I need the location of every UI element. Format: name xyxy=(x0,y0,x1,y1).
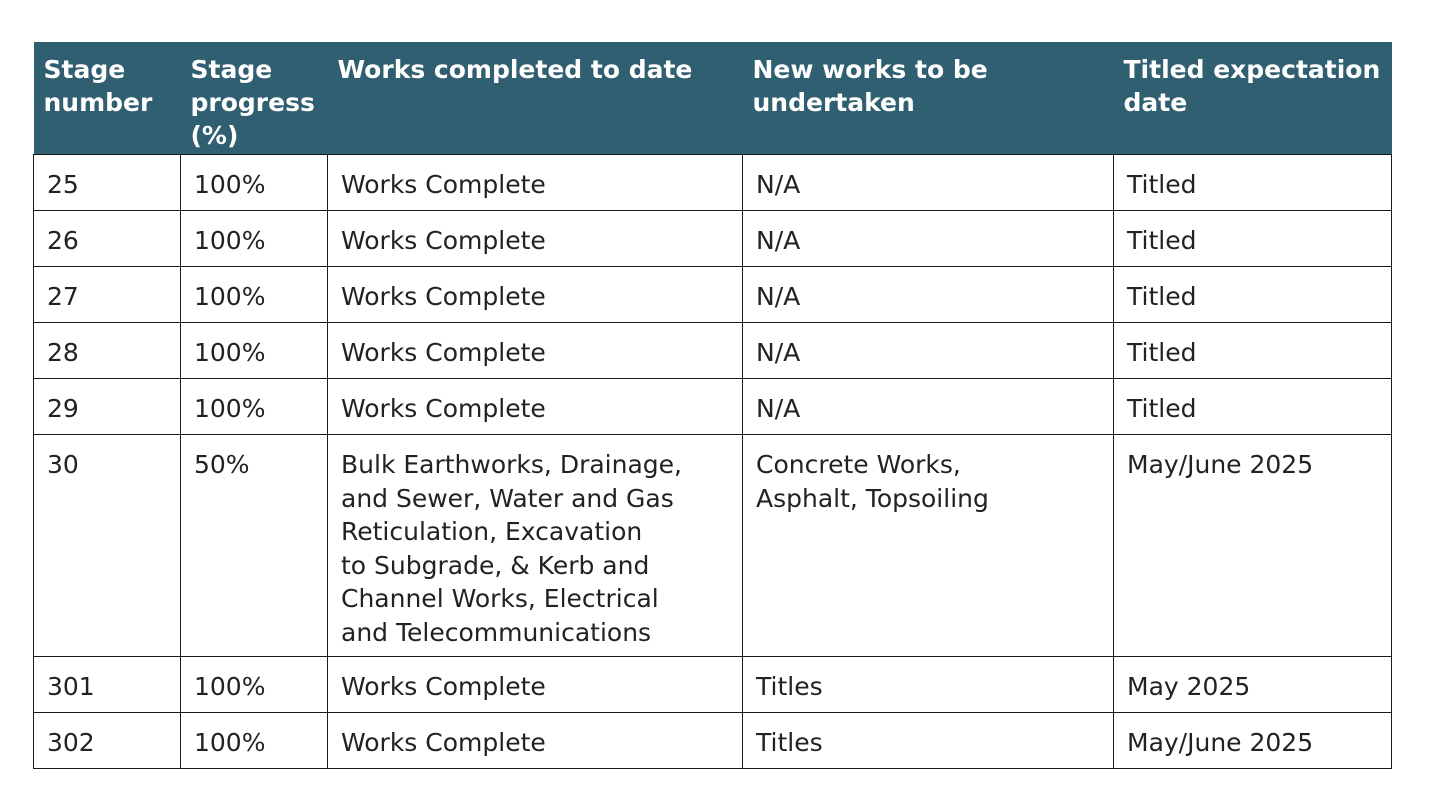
cell-new-works: N/A xyxy=(743,211,1114,267)
table-row xyxy=(34,379,1392,435)
table-body xyxy=(34,155,1392,769)
cell-titled-date: Titled xyxy=(1114,155,1392,211)
cell-titled-date: May/June 2025 xyxy=(1114,435,1392,657)
cell-new-works: Titles xyxy=(743,657,1114,713)
table-row xyxy=(34,323,1392,379)
table-row xyxy=(34,435,1392,657)
cell-stage-progress: 100% xyxy=(181,155,328,211)
cell-stage-progress: 100% xyxy=(181,323,328,379)
cell-new-works: N/A xyxy=(743,155,1114,211)
cell-titled-date: Titled xyxy=(1114,323,1392,379)
cell-stage-progress: 100% xyxy=(181,211,328,267)
cell-works-completed: Works Complete xyxy=(328,713,743,769)
cell-new-works: N/A xyxy=(743,379,1114,435)
cell-stage-number: 26 xyxy=(34,211,181,267)
table-row xyxy=(34,713,1392,769)
cell-works-completed: Works Complete xyxy=(328,657,743,713)
cell-works-completed: Bulk Earthworks, Drainage, and Sewer, Water and Gas Reticulation, Excavation to Subgrade, & Kerb and Channel Works, Electrical and Telecommunications xyxy=(328,435,743,657)
cell-new-works: Concrete Works, Asphalt, Topsoiling xyxy=(743,435,1114,657)
cell-titled-date: May 2025 xyxy=(1114,657,1392,713)
cell-stage-number: 301 xyxy=(34,657,181,713)
cell-new-works: N/A xyxy=(743,323,1114,379)
cell-stage-progress: 100% xyxy=(181,379,328,435)
cell-works-completed: Works Complete xyxy=(328,267,743,323)
cell-stage-number: 29 xyxy=(34,379,181,435)
cell-works-completed: Works Complete xyxy=(328,211,743,267)
header-stage-number: Stage number xyxy=(34,42,181,155)
cell-stage-number: 30 xyxy=(34,435,181,657)
cell-stage-number: 25 xyxy=(34,155,181,211)
cell-works-completed: Works Complete xyxy=(328,155,743,211)
cell-new-works: N/A xyxy=(743,267,1114,323)
cell-stage-progress: 100% xyxy=(181,267,328,323)
table-row xyxy=(34,211,1392,267)
cell-works-completed: Works Complete xyxy=(328,379,743,435)
table-row xyxy=(34,155,1392,211)
table-header xyxy=(34,42,1392,155)
cell-works-completed: Works Complete xyxy=(328,323,743,379)
cell-stage-number: 28 xyxy=(34,323,181,379)
header-new-works: New works to be undertaken xyxy=(743,42,1114,155)
cell-new-works: Titles xyxy=(743,713,1114,769)
cell-stage-progress: 100% xyxy=(181,657,328,713)
header-works-completed: Works completed to date xyxy=(328,42,743,155)
cell-titled-date: Titled xyxy=(1114,211,1392,267)
cell-titled-date: Titled xyxy=(1114,379,1392,435)
cell-stage-progress: 50% xyxy=(181,435,328,657)
header-row xyxy=(34,42,1392,155)
header-titled-expectation-date: Titled expectation date xyxy=(1114,42,1392,155)
cell-titled-date: May/June 2025 xyxy=(1114,713,1392,769)
cell-stage-progress: 100% xyxy=(181,713,328,769)
header-stage-progress: Stage progress (%) xyxy=(181,42,328,155)
stage-progress-table xyxy=(33,42,1392,769)
stage-progress-table-container xyxy=(33,42,1392,769)
table-row xyxy=(34,267,1392,323)
cell-stage-number: 27 xyxy=(34,267,181,323)
cell-titled-date: Titled xyxy=(1114,267,1392,323)
cell-stage-number: 302 xyxy=(34,713,181,769)
table-row xyxy=(34,657,1392,713)
